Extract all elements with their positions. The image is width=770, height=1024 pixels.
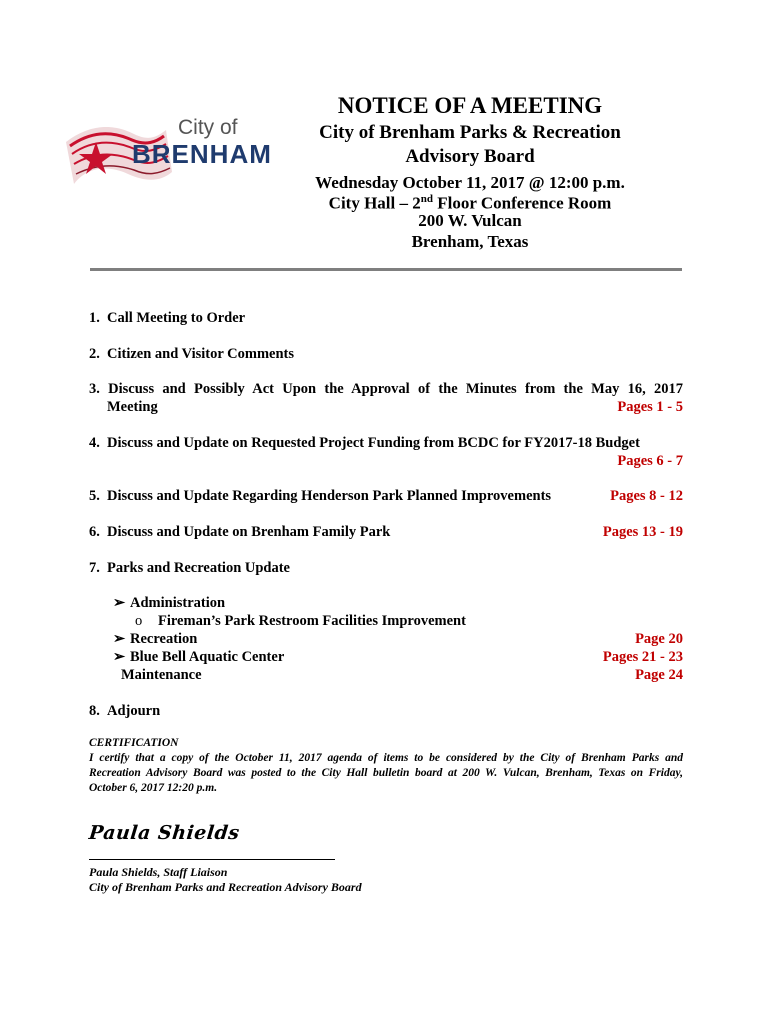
page-ref: Pages 13 - 19	[602, 524, 683, 540]
agenda-item: 8. Adjourn	[89, 703, 161, 719]
city-logo	[62, 112, 272, 194]
page-ref: Pages 8 - 12	[610, 488, 683, 504]
signature-line	[89, 859, 335, 860]
certification-text-2: Recreation Advisory Board was posted to the City Hall bulletin board at 200 W. Vulcan, Brenham, Texas on Friday,	[89, 767, 683, 779]
location-post: Floor Conference Room	[433, 193, 612, 213]
circle-bullet-icon: o	[135, 613, 143, 629]
certification-text-3: October 6, 2017 12:20 p.m.	[89, 782, 218, 794]
location-sup: nd	[420, 193, 434, 205]
location-pre: City Hall – 2	[328, 193, 421, 213]
org-line1: City of Brenham Parks & Recreation	[319, 122, 621, 143]
agenda-item: 3. Discuss and Possibly Act Upon the Approval of the Minutes from the May 16, 2017 Meeting Pages 1 - 5	[89, 381, 683, 415]
header-divider	[90, 268, 682, 271]
signer-name: Paula Shields, Staff Liaison	[89, 865, 228, 879]
logo-line2: BRENHAM	[132, 139, 272, 169]
page-ref: Pages 6 - 7	[617, 453, 683, 469]
agenda-item: 7. Parks and Recreation Update	[89, 560, 290, 576]
logo-line1: City of	[178, 116, 238, 139]
arrow-bullet-icon: ➢	[113, 649, 126, 665]
meeting-city: Brenham, Texas	[411, 232, 529, 251]
certification-text-1: I certify that a copy of the October 11, 2017 agenda of items to be considered by the City of Brenham Parks and	[89, 752, 683, 764]
signature: Paula Shields	[87, 822, 241, 844]
page-title: NOTICE OF A MEETING	[337, 93, 603, 118]
org-line2: Advisory Board	[405, 146, 535, 167]
meeting-date: Wednesday October 11, 2017 @ 12:00 p.m.	[315, 173, 625, 192]
agenda-item: 4. Discuss and Update on Requested Project Funding from BCDC for FY2017-18 Budget Pages 6 - 7	[89, 435, 683, 469]
agenda-item: 5. Discuss and Update Regarding Henderson Park Planned Improvements Pages 8 - 12	[89, 488, 683, 504]
agenda-item: 1. Call Meeting to Order	[89, 310, 246, 326]
page-ref: Pages 1 - 5	[617, 399, 683, 415]
arrow-bullet-icon: ➢	[113, 631, 126, 647]
agenda-item: 2. Citizen and Visitor Comments	[89, 346, 295, 362]
page-ref: Pages 21 - 23	[602, 649, 683, 665]
signer-org: City of Brenham Parks and Recreation Advisory Board	[89, 880, 362, 894]
meeting-address: 200 W. Vulcan	[418, 211, 522, 230]
page-ref: Page 20	[635, 631, 683, 647]
page-ref: Page 24	[635, 667, 683, 683]
certification-heading: CERTIFICATION	[89, 737, 179, 749]
agenda-item: 6. Discuss and Update on Brenham Family Park Pages 13 - 19	[89, 524, 683, 540]
arrow-bullet-icon: ➢	[113, 595, 126, 611]
